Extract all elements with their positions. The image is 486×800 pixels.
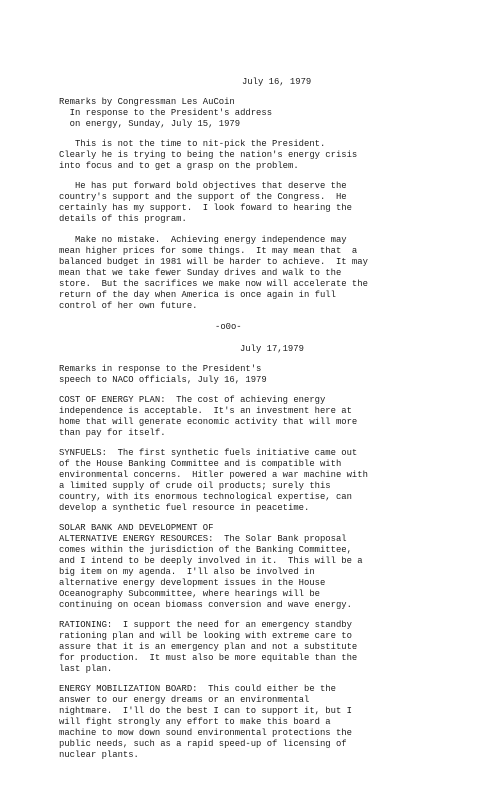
text-line: RATIONING: I support the need for an emergency standby xyxy=(59,620,352,630)
text-line: big item on my agenda. I'll also be involved in xyxy=(59,567,315,577)
text-line: public needs, such as a rapid speed-up of licensing of xyxy=(59,739,347,749)
text-line: and I intend to be deeply involved in it. This will be a xyxy=(59,556,363,566)
text-line: Oceanography Subcommittee, where hearings will be xyxy=(59,589,320,599)
text-line: details of this program. xyxy=(59,214,187,224)
text-line: store. But the sacrifices we make now will accelerate the xyxy=(59,279,368,289)
text-line: home that will generate economic activity that will more xyxy=(59,417,358,427)
heading-line: Remarks by Congressman Les AuCoin xyxy=(59,97,235,107)
text-line: develop a synthetic fuel resource in peacetime. xyxy=(59,503,310,513)
text-line: country's support and the support of the Congress. He xyxy=(59,192,347,202)
text-line: of the House Banking Committee and is compatible with xyxy=(59,459,342,469)
text-line: answer to our energy dreams or an environmental xyxy=(59,695,310,705)
text-line: into focus and to get a grasp on the problem. xyxy=(59,161,299,171)
text-line: alternative energy development issues in the House xyxy=(59,578,326,588)
text-line: machine to mow down sound environmental protections the xyxy=(59,728,352,738)
text-line: SOLAR BANK AND DEVELOPMENT OF xyxy=(59,523,214,533)
text-line: mean higher prices for some things. It may mean that a xyxy=(59,246,358,256)
text-line: country, with its enormous technological expertise, can xyxy=(59,492,352,502)
text-line: environmental concerns. Hitler powered a war machine with xyxy=(59,470,368,480)
text-line: This is not the time to nit-pick the President. xyxy=(59,139,326,149)
text-line: than pay for itself. xyxy=(59,428,166,438)
text-line: a limited supply of crude oil products; surely this xyxy=(59,481,331,491)
text-line: COST OF ENERGY PLAN: The cost of achieving energy xyxy=(59,395,326,405)
heading-line: In response to the President's address xyxy=(59,108,273,118)
text-line: control of her own future. xyxy=(59,301,198,311)
text-line: SYNFUELS: The first synthetic fuels initiative came out xyxy=(59,448,358,458)
text-line: He has put forward bold objectives that deserve the xyxy=(59,181,347,191)
text-line: return of the day when America is once again in full xyxy=(59,290,336,300)
date-heading-1: July 16, 1979 xyxy=(242,77,312,87)
text-line: mean that we take fewer Sunday drives and walk to the xyxy=(59,268,342,278)
section-separator: -o0o- xyxy=(215,322,242,332)
text-line: assure that it is an emergency plan and not a substitute xyxy=(59,642,358,652)
text-line: Make no mistake. Achieving energy independence may xyxy=(59,235,347,245)
text-line: balanced budget in 1981 will be harder to achieve. It may xyxy=(59,257,368,267)
text-line: rationing plan and will be looking with extreme care to xyxy=(59,631,352,641)
text-line: nuclear plants. xyxy=(59,750,139,760)
heading-line: Remarks in response to the President's xyxy=(59,364,262,374)
heading-line: on energy, Sunday, July 15, 1979 xyxy=(59,119,241,129)
text-line: last plan. xyxy=(59,664,113,674)
text-line: independence is acceptable. It's an investment here at xyxy=(59,406,352,416)
text-line: comes within the jurisdiction of the Banking Committee, xyxy=(59,545,352,555)
text-line: ALTERNATIVE ENERGY RESOURCES: The Solar Bank proposal xyxy=(59,534,347,544)
heading-line: speech to NACO officials, July 16, 1979 xyxy=(59,375,267,385)
date-heading-2: July 17,1979 xyxy=(240,344,304,354)
text-line: for production. It must also be more equitable than the xyxy=(59,653,358,663)
text-line: nightmare. I'll do the best I can to support it, but I xyxy=(59,706,352,716)
text-line: certainly has my support. I look foward to hearing the xyxy=(59,203,352,213)
text-line: ENERGY MOBILIZATION BOARD: This could either be the xyxy=(59,684,336,694)
text-line: continuing on ocean biomass conversion and wave energy. xyxy=(59,600,352,610)
text-line: will fight strongly any effort to make this board a xyxy=(59,717,331,727)
text-line: Clearly he is trying to being the nation's energy crisis xyxy=(59,150,358,160)
